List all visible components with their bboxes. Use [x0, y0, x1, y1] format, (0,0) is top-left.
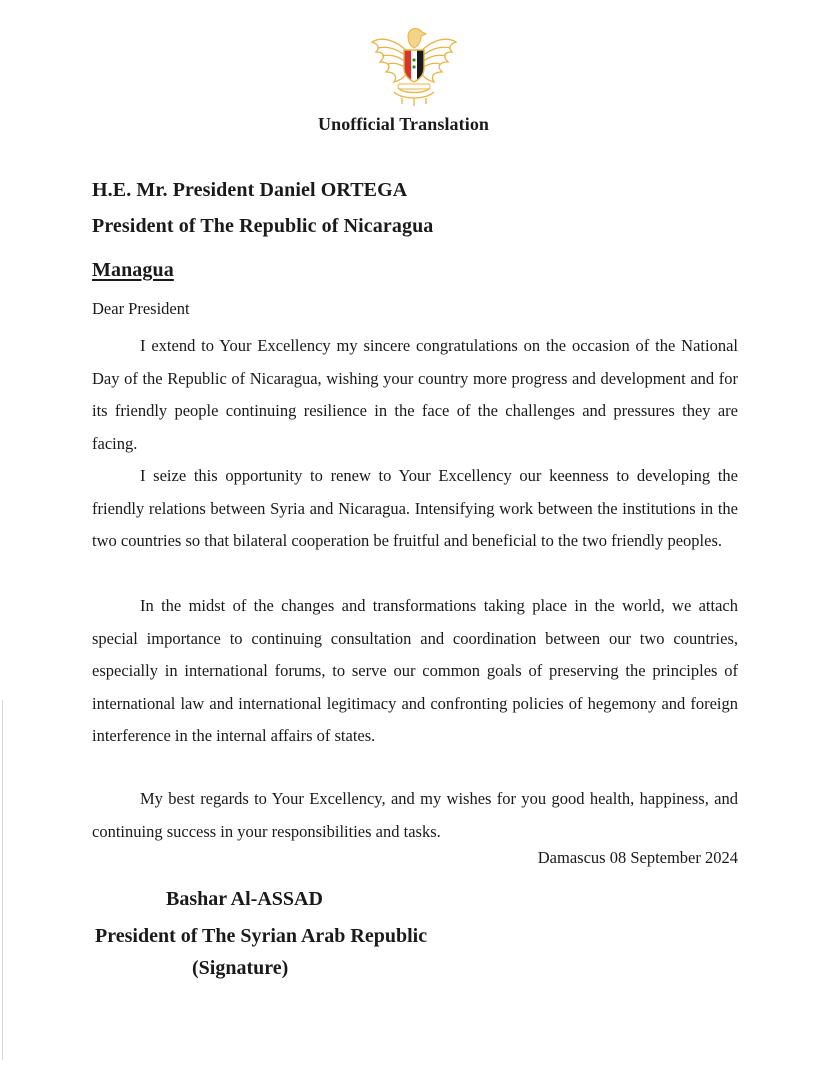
salutation: Dear President	[92, 299, 190, 318]
syrian-coat-of-arms-eagle-icon	[368, 22, 460, 108]
body-paragraph: I seize this opportunity to renew to Your Excellency our keenness to developing the friendly relations between Syria and Nicaragua. Intensifying work between the institutions in the two countries so that bilateral cooperation be fruitful and beneficial to the two friendly peoples.	[92, 466, 738, 550]
body-paragraph: My best regards to Your Excellency, and my wishes for you good health, happiness, and continuing success in your responsibilities and tasks.	[92, 789, 738, 841]
body-paragraph: In the midst of the changes and transformations taking place in the world, we attach special importance to continuing consultation and coordination between our two countries, especially in international forums, to serve our common goals of preserving the principles of international law and international legitimacy and confronting policies of hegemony and foreign interference in the internal affairs of states.	[92, 596, 738, 745]
document-heading: Unofficial Translation	[318, 114, 490, 134]
signatory-title: President of The Syrian Arab Republic	[95, 925, 428, 947]
signature-note: (Signature)	[192, 957, 289, 979]
addressee-city: Managua	[92, 259, 174, 281]
place-and-date: Damascus 08 September 2024	[537, 848, 738, 867]
body-paragraph: I extend to Your Excellency my sincere congratulations on the occasion of the National Day of the Republic of Nicaragua, wishing your country more progress and development and for its friendly people continuing resilience in the face of the challenges and pressures they are facing.	[92, 336, 738, 453]
signatory-name: Bashar Al-ASSAD	[166, 888, 323, 910]
addressee-title: President of The Republic of Nicaragua	[92, 215, 434, 237]
scan-edge-line	[2, 700, 3, 1060]
addressee-name: H.E. Mr. President Daniel ORTEGA	[92, 179, 408, 201]
